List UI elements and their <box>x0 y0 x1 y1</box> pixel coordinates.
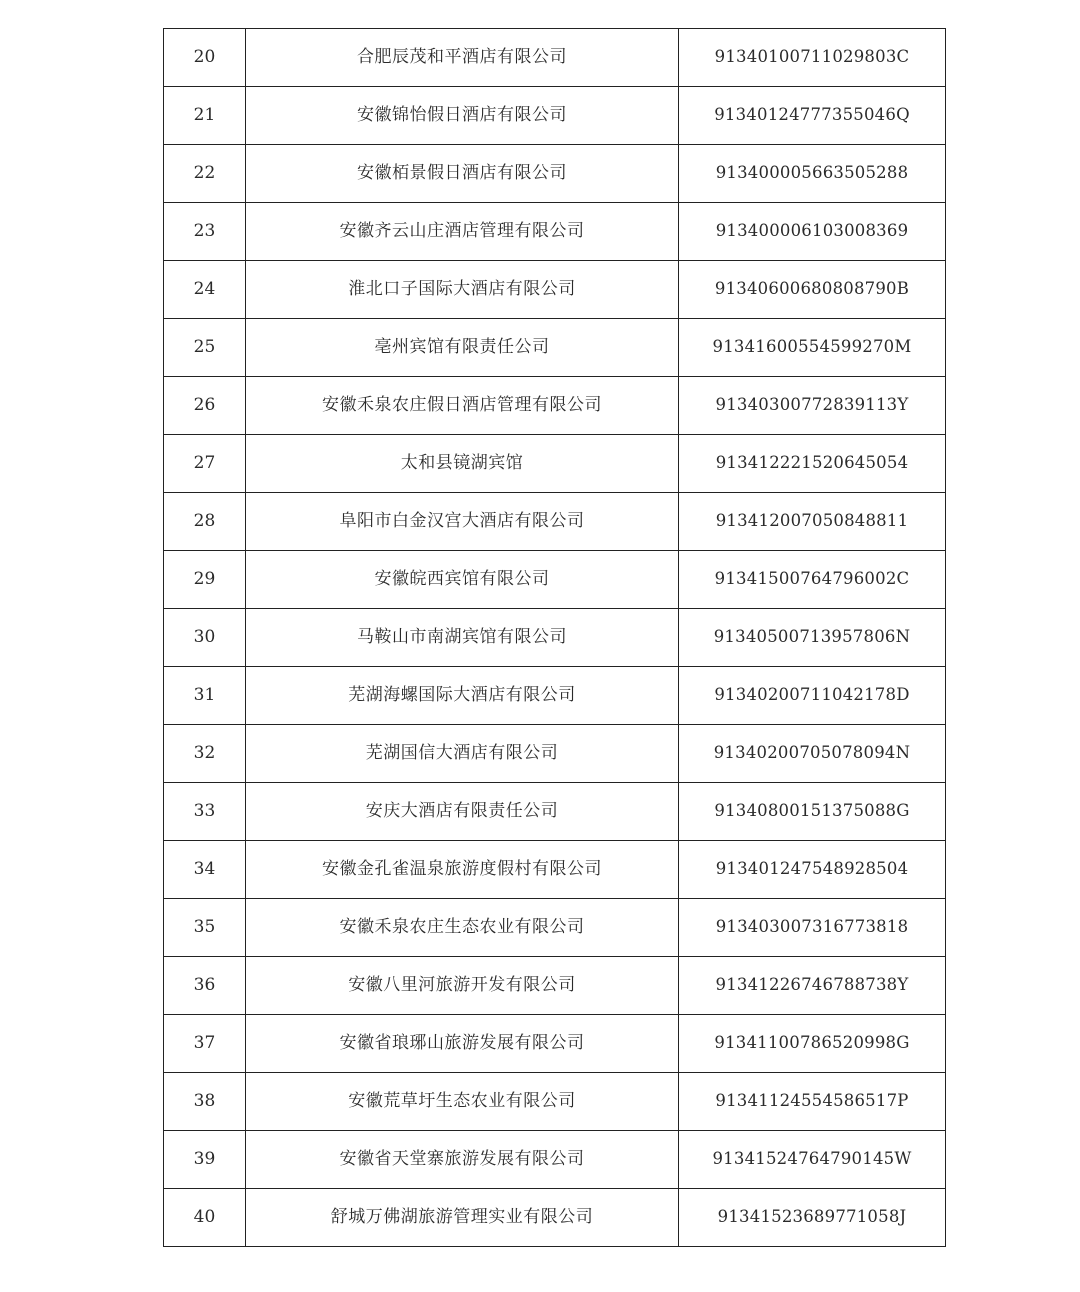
credit-code-cell: 91341226746788738Y <box>679 957 946 1015</box>
company-name-cell: 安徽禾泉农庄生态农业有限公司 <box>246 899 679 957</box>
credit-code-cell: 91341523689771058J <box>679 1189 946 1247</box>
credit-code-cell: 913412221520645054 <box>679 435 946 493</box>
row-number-cell: 27 <box>164 435 246 493</box>
table-row <box>164 1131 946 1189</box>
company-name-cell: 安徽皖西宾馆有限公司 <box>246 551 679 609</box>
company-name-cell: 马鞍山市南湖宾馆有限公司 <box>246 609 679 667</box>
table-row <box>164 377 946 435</box>
table-row <box>164 1189 946 1247</box>
row-number-cell: 29 <box>164 551 246 609</box>
company-table-body <box>164 29 946 1247</box>
table-row <box>164 841 946 899</box>
row-number-cell: 21 <box>164 87 246 145</box>
table-row <box>164 203 946 261</box>
table-row <box>164 667 946 725</box>
row-number-cell: 40 <box>164 1189 246 1247</box>
company-name-cell: 太和县镜湖宾馆 <box>246 435 679 493</box>
company-name-cell: 安徽禾泉农庄假日酒店管理有限公司 <box>246 377 679 435</box>
company-name-cell: 芜湖海螺国际大酒店有限公司 <box>246 667 679 725</box>
table-row <box>164 1073 946 1131</box>
credit-code-cell: 913400006103008369 <box>679 203 946 261</box>
row-number-cell: 31 <box>164 667 246 725</box>
table-row <box>164 783 946 841</box>
row-number-cell: 25 <box>164 319 246 377</box>
credit-code-cell: 91340600680808790B <box>679 261 946 319</box>
credit-code-cell: 913401247548928504 <box>679 841 946 899</box>
company-name-cell: 合肥辰茂和平酒店有限公司 <box>246 29 679 87</box>
credit-code-cell: 91340200705078094N <box>679 725 946 783</box>
company-name-cell: 舒城万佛湖旅游管理实业有限公司 <box>246 1189 679 1247</box>
credit-code-cell: 913403007316773818 <box>679 899 946 957</box>
table-row <box>164 319 946 377</box>
company-name-cell: 安徽八里河旅游开发有限公司 <box>246 957 679 1015</box>
row-number-cell: 32 <box>164 725 246 783</box>
credit-code-cell: 91341524764790145W <box>679 1131 946 1189</box>
table-row <box>164 87 946 145</box>
table-row <box>164 261 946 319</box>
company-name-cell: 安徽栢景假日酒店有限公司 <box>246 145 679 203</box>
table-row <box>164 551 946 609</box>
row-number-cell: 35 <box>164 899 246 957</box>
table-row <box>164 725 946 783</box>
credit-code-cell: 91340300772839113Y <box>679 377 946 435</box>
credit-code-cell: 913412007050848811 <box>679 493 946 551</box>
credit-code-cell: 91340800151375088G <box>679 783 946 841</box>
credit-code-cell: 91340100711029803C <box>679 29 946 87</box>
company-name-cell: 安徽金孔雀温泉旅游度假村有限公司 <box>246 841 679 899</box>
company-name-cell: 安徽荒草圩生态农业有限公司 <box>246 1073 679 1131</box>
table-row <box>164 609 946 667</box>
credit-code-cell: 91341600554599270M <box>679 319 946 377</box>
company-name-cell: 芜湖国信大酒店有限公司 <box>246 725 679 783</box>
row-number-cell: 20 <box>164 29 246 87</box>
row-number-cell: 38 <box>164 1073 246 1131</box>
row-number-cell: 33 <box>164 783 246 841</box>
company-name-cell: 淮北口子国际大酒店有限公司 <box>246 261 679 319</box>
credit-code-cell: 91341124554586517P <box>679 1073 946 1131</box>
table-row <box>164 1015 946 1073</box>
table-row <box>164 29 946 87</box>
table-row <box>164 493 946 551</box>
row-number-cell: 22 <box>164 145 246 203</box>
company-table-container <box>163 28 942 1247</box>
table-row <box>164 145 946 203</box>
row-number-cell: 39 <box>164 1131 246 1189</box>
company-name-cell: 亳州宾馆有限责任公司 <box>246 319 679 377</box>
company-name-cell: 安徽省天堂寨旅游发展有限公司 <box>246 1131 679 1189</box>
row-number-cell: 24 <box>164 261 246 319</box>
company-name-cell: 安庆大酒店有限责任公司 <box>246 783 679 841</box>
credit-code-cell: 91340124777355046Q <box>679 87 946 145</box>
table-row <box>164 435 946 493</box>
row-number-cell: 26 <box>164 377 246 435</box>
row-number-cell: 36 <box>164 957 246 1015</box>
company-name-cell: 安徽锦怡假日酒店有限公司 <box>246 87 679 145</box>
table-row <box>164 957 946 1015</box>
credit-code-cell: 91341500764796002C <box>679 551 946 609</box>
credit-code-cell: 91341100786520998G <box>679 1015 946 1073</box>
row-number-cell: 28 <box>164 493 246 551</box>
row-number-cell: 23 <box>164 203 246 261</box>
credit-code-cell: 91340200711042178D <box>679 667 946 725</box>
credit-code-cell: 913400005663505288 <box>679 145 946 203</box>
company-table <box>163 28 946 1247</box>
company-name-cell: 安徽省琅琊山旅游发展有限公司 <box>246 1015 679 1073</box>
company-name-cell: 阜阳市白金汉宫大酒店有限公司 <box>246 493 679 551</box>
row-number-cell: 30 <box>164 609 246 667</box>
row-number-cell: 37 <box>164 1015 246 1073</box>
row-number-cell: 34 <box>164 841 246 899</box>
credit-code-cell: 91340500713957806N <box>679 609 946 667</box>
table-row <box>164 899 946 957</box>
company-name-cell: 安徽齐云山庄酒店管理有限公司 <box>246 203 679 261</box>
